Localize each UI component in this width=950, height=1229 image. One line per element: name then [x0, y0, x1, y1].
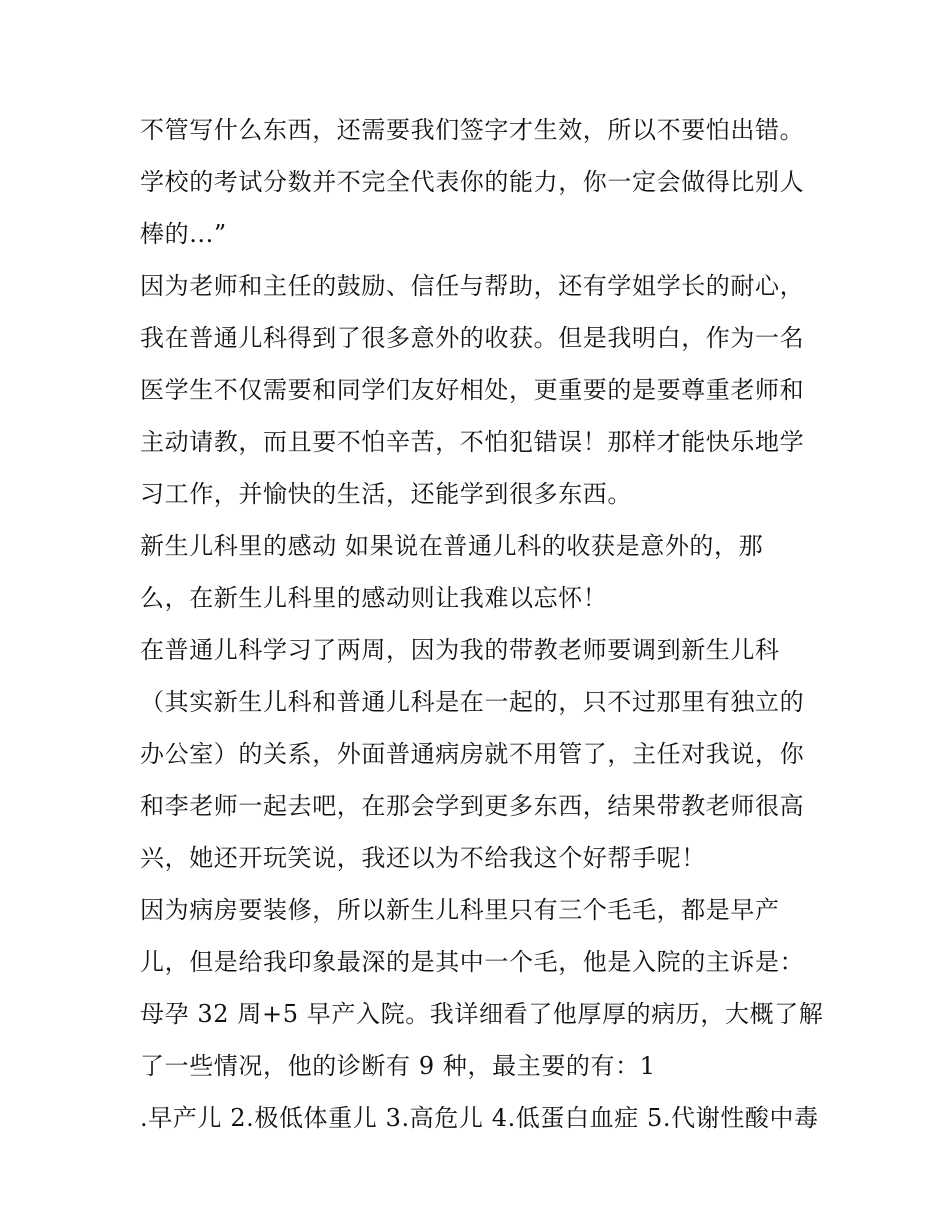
text-line: 办公室）的关系，外面普通病房就不用管了，主任对我说，你 — [140, 740, 805, 768]
text-line: 不管写什么东西，还需要我们签字才生效，所以不要怕出错。 — [140, 116, 805, 144]
text-line: 因为老师和主任的鼓励、信任与帮助，还有学姐学长的耐心， — [140, 272, 805, 300]
text-line: 儿，但是给我印象最深的是其中一个毛，他是入院的主诉是： — [140, 948, 805, 976]
text-line: 主动请教，而且要不怕辛苦，不怕犯错误！那样才能快乐地学 — [140, 428, 805, 456]
document-body — [140, 104, 824, 1144]
text-line: 习工作，并愉快的生活，还能学到很多东西。 — [140, 480, 632, 508]
text-line: （其实新生儿科和普通儿科是在一起的，只不过那里有独立的 — [140, 688, 805, 716]
text-line: 兴，她还开玩笑说，我还以为不给我这个好帮手呢！ — [140, 844, 706, 872]
text-line: 了一些情况，他的诊断有 9 种，最主要的有：1 — [140, 1052, 656, 1080]
text-line: 新生儿科里的感动 如果说在普通儿科的收获是意外的，那 — [140, 532, 764, 560]
text-line: 学校的考试分数并不完全代表你的能力，你一定会做得比别人 — [140, 168, 805, 196]
text-line: 棒的...” — [140, 220, 227, 248]
text-line: 在普通儿科学习了两周，因为我的带教老师要调到新生儿科 — [140, 636, 780, 664]
text-line: 因为病房要装修，所以新生儿科里只有三个毛毛，都是早产 — [140, 896, 780, 924]
text-line: .早产儿 2.极低体重儿 3.高危儿 4.低蛋白血症 5.代谢性酸中毒 — [140, 1104, 819, 1132]
text-line: 我在普通儿科得到了很多意外的收获。但是我明白，作为一名 — [140, 324, 805, 352]
text-line: 么，在新生儿科里的感动则让我难以忘怀！ — [140, 584, 608, 612]
text-line: 母孕 32 周+5 早产入院。我详细看了他厚厚的病历，大概了解 — [140, 1000, 824, 1028]
text-line: 和李老师一起去吧，在那会学到更多东西，结果带教老师很高 — [140, 792, 805, 820]
text-line: 医学生不仅需要和同学们友好相处，更重要的是要尊重老师和 — [140, 376, 805, 404]
